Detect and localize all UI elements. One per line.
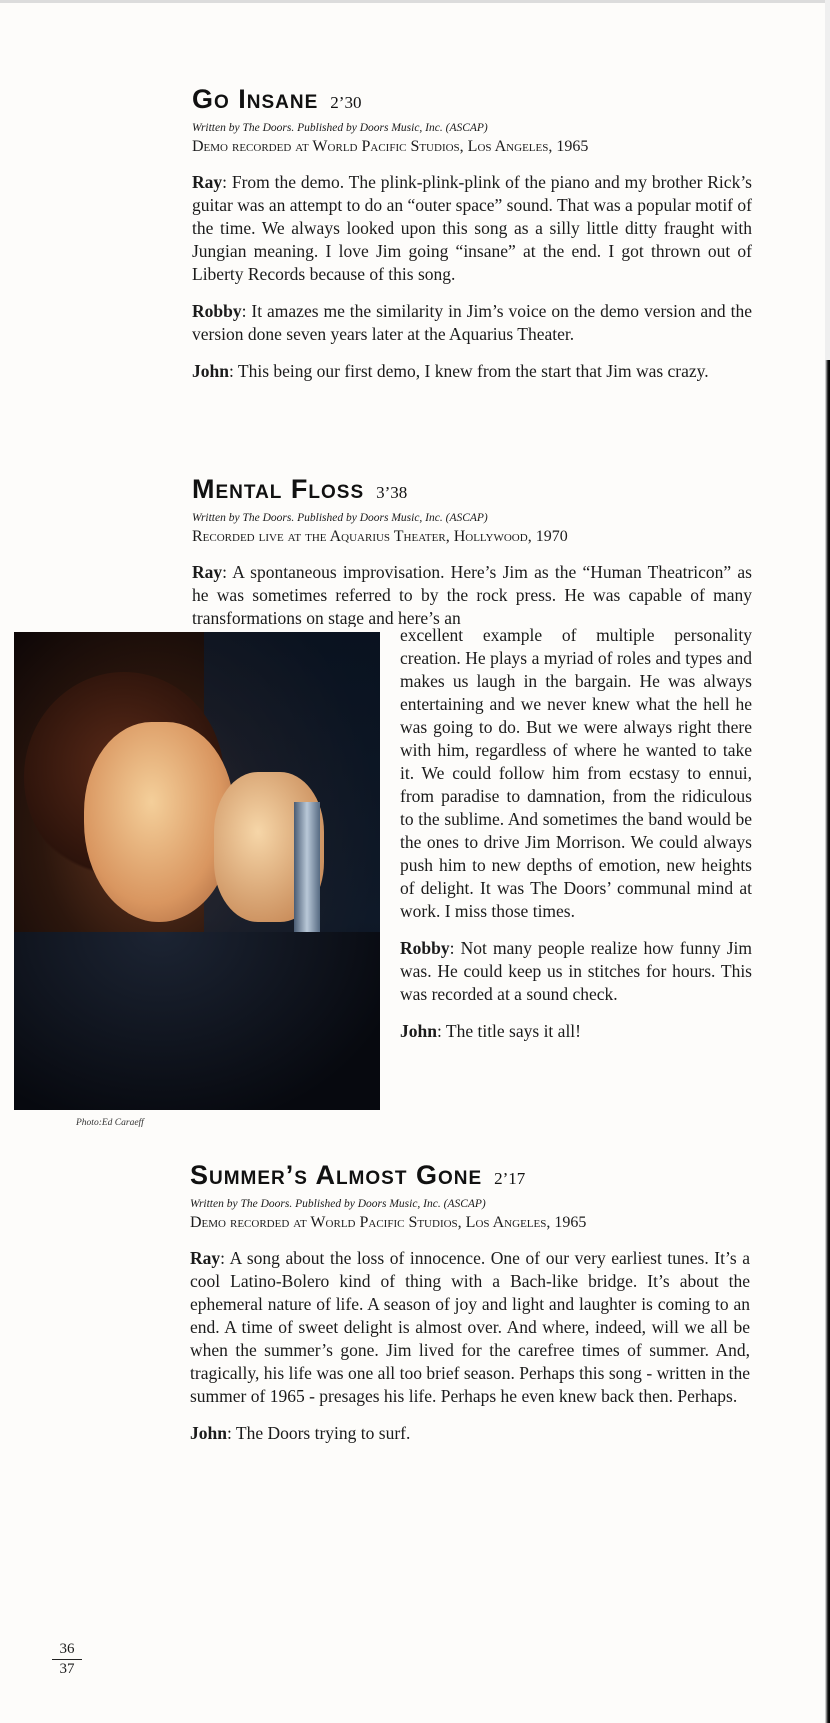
recording-info: Recorded live at the Aquarius Theater, Hollywood, 1970 [192,528,568,545]
song-credit: Written by The Doors. Published by Doors Music, Inc. (ASCAP) [192,512,488,524]
robby-comment: Robby: Not many people realize how funny Jim was. He could keep us in stitches for hours. This was recorded at a sound check. [400,938,752,1004]
recording-info: Demo recorded at World Pacific Studios, Los Angeles, 1965 [192,138,589,155]
page-number [52,1640,82,1679]
robby-comment: Robby: It amazes me the similarity in Jim’s voice on the demo version and the version done seven years later at the Aquarius Theater. [192,301,752,344]
song-duration: 2’30 [330,93,362,112]
john-comment: John: This being our first demo, I knew from the start that Jim was crazy. [192,361,709,381]
song-credit: Written by The Doors. Published by Doors Music, Inc. (ASCAP) [192,122,488,134]
section-go-insane [192,84,752,383]
song-duration: 3’38 [376,483,408,502]
page-number-bottom: 37 [59,1661,75,1677]
song-title: Mental Floss 3’38 [192,474,408,504]
ray-comment: Ray: From the demo. The plink-plink-plink of the piano and my brother Rick’s guitar was an attempt to do an “outer space” sound. That was a popular motif of the time. We always looked upon this song as a silly little ditty fraught with Jungian meaning. I love Jim going “insane” at the end. I got thrown out of Liberty Records because of this song. [192,172,752,284]
song-credit: Written by The Doors. Published by Doors Music, Inc. (ASCAP) [190,1198,486,1210]
mental-floss-column [400,624,752,1043]
ray-comment: Ray: A spontaneous improvisation. Here’s Jim as the “Human Theatricon” as he was sometimes referred to by the rock press. He was capable of many transformations on stage and here’s an [192,562,752,627]
recording-info: Demo recorded at World Pacific Studios, Los Angeles, 1965 [190,1214,587,1231]
ray-comment: Ray: A song about the loss of innocence. One of our very earliest tunes. It’s a cool Latino-Bolero kind of thing with a Bach-like bridge. It’s about the ephemeral nature of life. A season of joy and light and laughter is coming to an end. A time of sweet delight is almost over. And where, indeed, will we all be when the summer’s gone. Jim lived for the carefree times of summer. And, tragically, his life was one all too brief season. Perhaps this song - written in the summer of 1965 - presages his life. Perhaps he even knew back then. Perhaps. [190,1248,750,1406]
song-duration: 2’17 [494,1169,526,1188]
top-border [0,0,830,3]
ray-comment-continued: excellent example of multiple personality creation. He plays a myriad of roles and types and makes us laugh in the bargain. He was always entertaining and we never knew what the hell he was going to do. But we were always right there with him, regardless of where he wanted to take it. We could follow him from ecstasy to ennui, from paradise to damnation, from the ridiculous to the sublime. And sometimes the band would be the ones to drive Jim Morrison. We could always push him to new depths of emotion, new heights of delight. It was The Doors’ communal mind at work. I miss those times. [400,625,752,921]
john-comment: John: The Doors trying to surf. [190,1423,411,1443]
song-title: Go Insane 2’30 [192,84,362,114]
john-comment: John: The title says it all! [400,1021,581,1041]
photo-credit: Photo:Ed Caraeff [76,1118,144,1128]
section-summers-almost-gone [190,1160,750,1445]
page-number-top: 36 [52,1640,82,1660]
song-title: Summer’s Almost Gone 2’17 [190,1160,526,1190]
section-mental-floss [192,474,752,627]
jim-morrison-photo [14,632,380,1110]
page-edge [825,0,830,1723]
